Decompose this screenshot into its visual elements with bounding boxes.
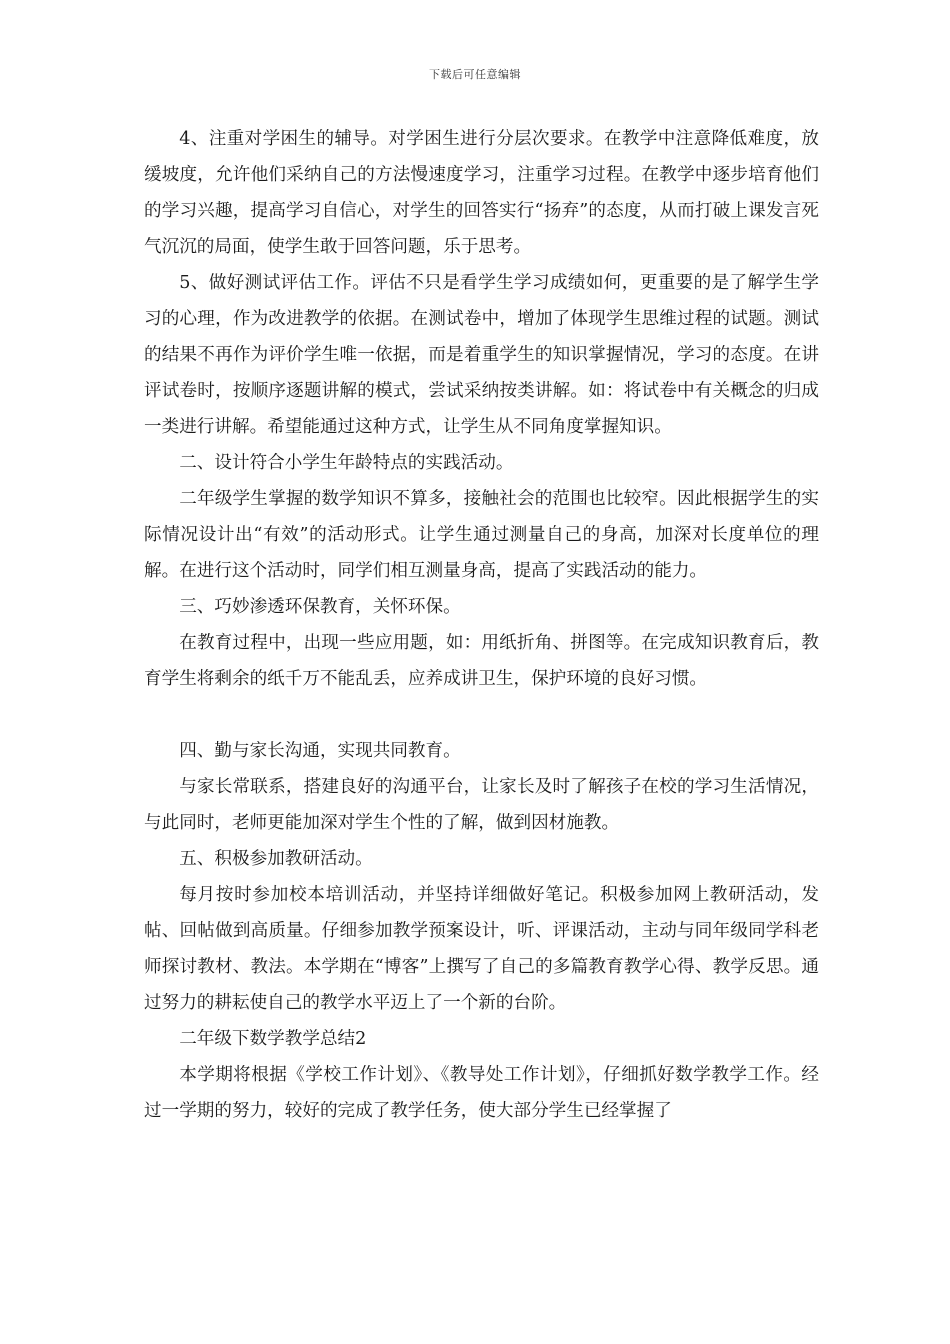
paragraph-tutoring-struggling-students: 4、注重对学困生的辅导。对学困生进行分层次要求。在教学中注意降低难度，放缓坡度，允许他们采纳自己的方法慢速度学习，注重学习过程。在教学中逐步培育他们的学习兴趣，提高学习自信心，对学生的回答实行“扬弃”的态度，从而打破上课发言死气沉沉的局面，使学生敢于回答问题，乐于思考。 bbox=[144, 129, 819, 257]
paragraph-environmental-education: 在教育过程中，出现一些应用题，如：用纸折角、拼图等。在完成知识教育后，教育学生将剩余的纸千万不能乱丢，应养成讲卫生，保护环境的良好习惯。 bbox=[144, 633, 819, 689]
section-heading-parent-communication: 四、勤与家长沟通，实现共同教育。 bbox=[179, 741, 461, 761]
document-body bbox=[144, 121, 819, 1129]
paragraph-teaching-research: 每月按时参加校本培训活动，并坚持详细做好笔记。积极参加网上教研活动，发帖、回帖做到高质量。仔细参加教学预案设计，听、评课活动，主动与同年级同学科老师探讨教材、教法。本学期在“博客”上撰写了自己的多篇教育教学心得、教学反思。通过努力的耕耘使自己的教学水平迈上了一个新的台阶。 bbox=[144, 885, 819, 1013]
blank-line bbox=[144, 697, 819, 733]
section-heading-practice-activities: 二、设计符合小学生年龄特点的实践活动。 bbox=[179, 453, 514, 473]
section-heading-teaching-research: 五、积极参加教研活动。 bbox=[179, 849, 373, 869]
paragraph-parent-communication: 与家长常联系，搭建良好的沟通平台，让家长及时了解孩子在校的学习生活情况，与此同时，老师更能加深对学生个性的了解，做到因材施教。 bbox=[144, 777, 819, 833]
paragraph-summary-intro: 本学期将根据《学校工作计划》、《教导处工作计划》，仔细抓好数学教学工作。经过一学期的努力，较好的完成了教学任务，使大部分学生已经掌握了 bbox=[144, 1065, 819, 1121]
paragraph-testing-evaluation: 5、做好测试评估工作。评估不只是看学生学习成绩如何，更重要的是了解学生学习的心理，作为改进教学的依据。在测试卷中，增加了体现学生思维过程的试题。测试的结果不再作为评价学生唯一依据，而是着重学生的知识掌握情况，学习的态度。在讲评试卷时，按顺序逐题讲解的模式，尝试采纳按类讲解。如：将试卷中有关概念的归成一类进行讲解。希望能通过这种方式，让学生从不同角度掌握知识。 bbox=[144, 273, 819, 437]
section-heading-environmental-education: 三、巧妙渗透环保教育，关怀环保。 bbox=[179, 597, 461, 617]
paragraph-practice-activities: 二年级学生掌握的数学知识不算多，接触社会的范围也比较窄。因此根据学生的实际情况设计出“有效”的活动形式。让学生通过测量自己的身高，加深对长度单位的理解。在进行这个活动时，同学们相互测量身高，提高了实践活动的能力。 bbox=[144, 489, 819, 581]
page-header: 下载后可任意编辑 bbox=[429, 68, 521, 81]
summary-title: 二年级下数学教学总结2 bbox=[179, 1029, 367, 1049]
